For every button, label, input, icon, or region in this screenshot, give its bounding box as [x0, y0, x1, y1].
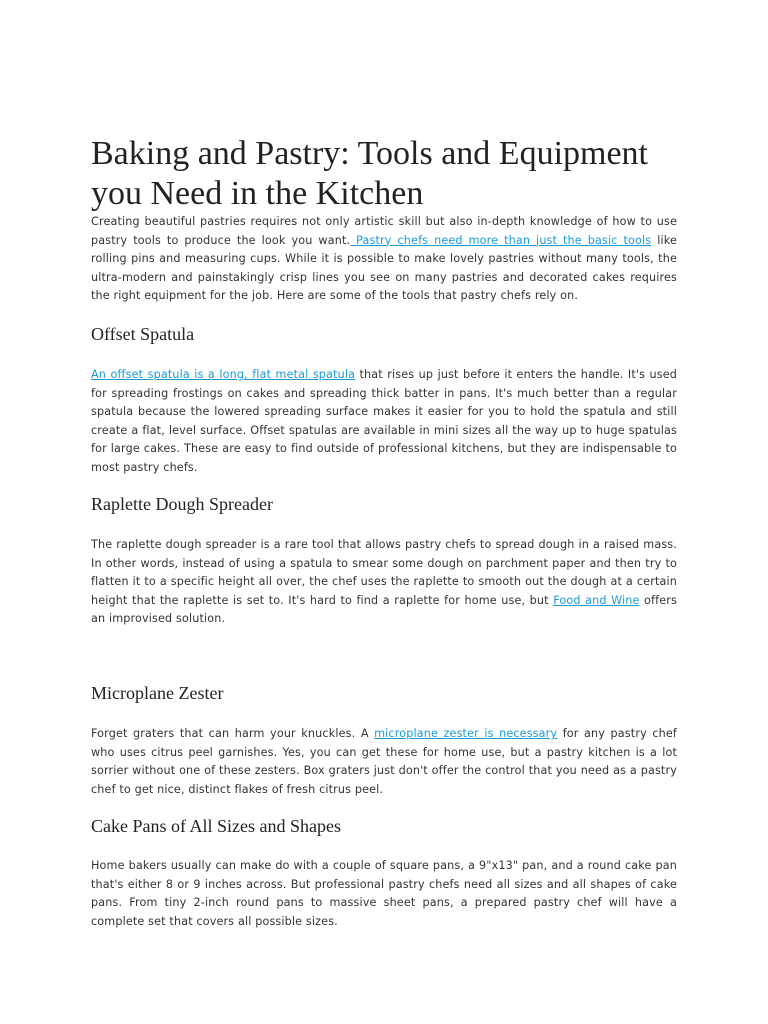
offset-spatula-link[interactable]: An offset spatula is a long, flat metal spatula	[91, 368, 356, 381]
microplane-text-before: Forget graters that can harm your knuckles. A	[91, 727, 375, 740]
intro-text-after: like rolling pins and measuring cups. While it is possible to make lovely pastries without many tools, the ultra-modern and painstakingly crisp lines you see on many pastries and decorated cakes requires the right equipment for the job. Here are some of the tools that pastry chefs rely on.	[91, 233, 677, 303]
page-title: Baking and Pastry: Tools and Equipment you Need in the Kitchen	[91, 135, 648, 212]
offset-spatula-text: that rises up just before it enters the handle. It's used for spreading frostings on cakes and spreading thick batter in pans. It's much better than a regular spatula because the lowered spreading surface makes it easier for you to hold the spatula and still create a flat, level surface. Offset spatulas are available in mini sizes all the way up to huge spatulas for large cakes. These are easy to find outside of professional kitchens, but they are indispensable to most pastry chefs.	[91, 368, 677, 474]
paragraph-microplane	[91, 725, 677, 799]
raplette-text-after: offers an improvised solution.	[91, 593, 677, 626]
heading-cake-pans: Cake Pans of All Sizes and Shapes	[91, 816, 341, 836]
paragraph-cake-pans: Home bakers usually can make do with a couple of square pans, a 9"x13" pan, and a round cake pan that's either 8 or 9 inches across. But professional pastry chefs need all sizes and all shapes of cake pans. From tiny 2-inch round pans to massive sheet pans, a prepared pastry chef will have a complete set that covers all possible sizes.	[91, 859, 677, 928]
paragraph-raplette	[91, 536, 677, 629]
intro-text-before: Creating beautiful pastries requires not only artistic skill but also in-depth knowledge of how to use pastry tools to produce the look you want.	[91, 215, 677, 247]
heading-microplane: Microplane Zester	[91, 683, 224, 703]
basic-tools-link[interactable]: Pastry chefs need more than just the basic tools	[350, 233, 652, 247]
paragraph-offset-spatula	[91, 366, 677, 478]
microplane-zester-link[interactable]: microplane zester is necessary	[374, 727, 558, 740]
heading-offset-spatula: Offset Spatula	[91, 324, 195, 344]
heading-raplette: Raplette Dough Spreader	[91, 494, 273, 514]
microplane-text-after: for any pastry chef who uses citrus peel garnishes. Yes, you can get these for home use, but a pastry kitchen is a lot sorrier without one of these zesters. Box graters just don't offer the control that you need as a pastry chef to get nice, distinct flakes of fresh citrus peel.	[91, 727, 677, 796]
intro-paragraph	[91, 213, 677, 306]
food-and-wine-link[interactable]: Food and Wine	[553, 593, 640, 607]
raplette-text-before: The raplette dough spreader is a rare tool that allows pastry chefs to spread dough in a raised mass. In other words, instead of using a spatula to smear some dough on parchment paper and then try to flatten it to a specific height all over, the chef uses the raplette to smooth out the dough at a certain height that the raplette is set to. It's hard to find a raplette for home use, but	[91, 538, 677, 607]
